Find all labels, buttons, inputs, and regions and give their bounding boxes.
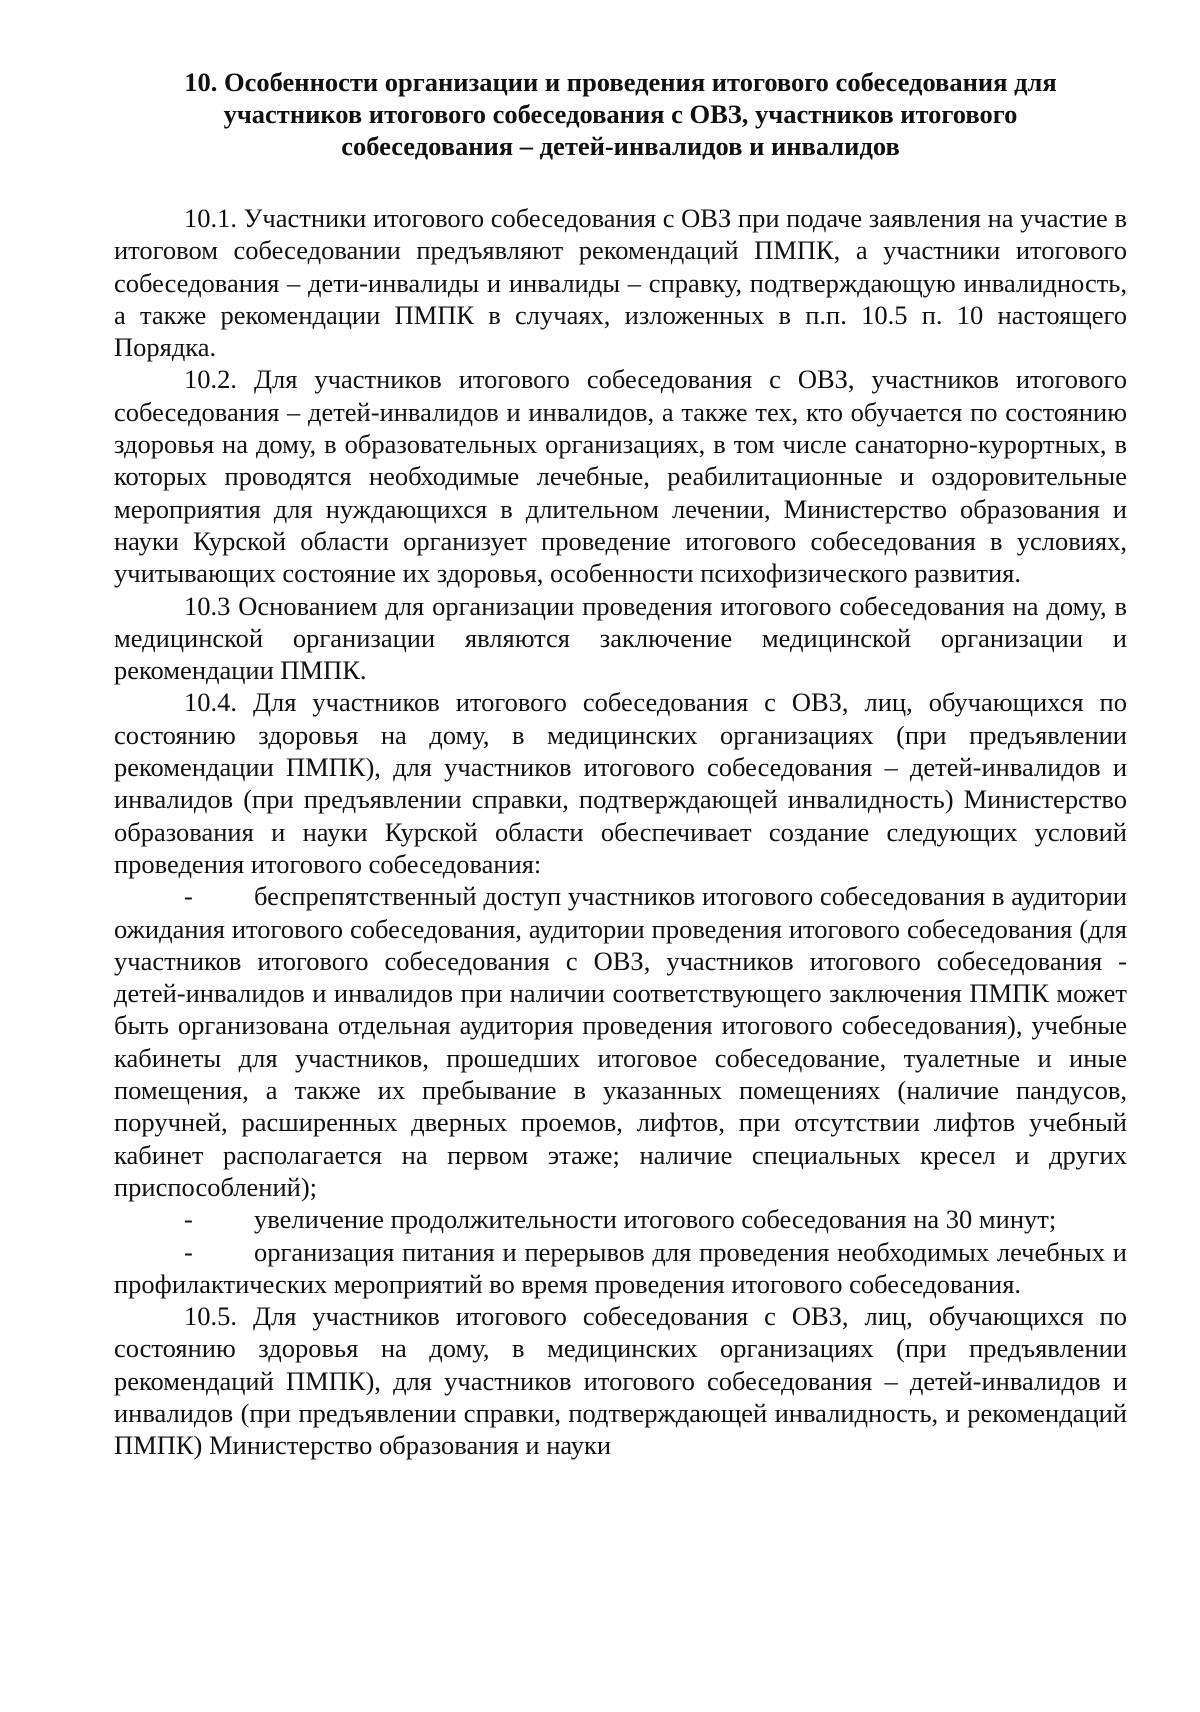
section-title-line-3: собеседования – детей-инвалидов и инвалидов — [341, 131, 900, 161]
bullet-text: беспрепятственный доступ участников итогового собеседования в аудитории ожидания итогового собеседования, аудитории проведения итогового собеседования (для участников итогового собеседования с ОВЗ, участников итогового собеседования - детей-инвалидов и инвалидов при наличии соответствующего заключения ПМПК может быть организована отдельная аудитория проведения итогового собеседования), учебные кабинеты для участников, прошедших итоговое собеседование, туалетные и иные помещения, а также их пребывание в указанных помещениях (наличие пандусов, поручней, расширенных дверных проемов, лифтов, при отсутствии лифтов учебный кабинет располагается на первом этаже; наличие специальных кресел и других приспособлений); — [114, 881, 1127, 1202]
bullet-item-accessibility — [114, 880, 1127, 1203]
bullet-marker: - — [184, 881, 193, 912]
paragraph-10-4: 10.4. Для участников итогового собеседования с ОВЗ, лиц, обучающихся по состоянию здоровья на дому, в медицинских организациях (при предъявлении рекомендации ПМПК), для участников итогового собеседования – детей-инвалидов и инвалидов (при предъявлении справки, подтверждающей инвалидность) Министерство образования и науки Курской области обеспечивает создание следующих условий проведения итогового собеседования: — [114, 687, 1127, 879]
document-body — [114, 202, 1127, 1462]
paragraph-10-1: 10.1. Участники итогового собеседования с ОВЗ при подаче заявления на участие в итоговом собеседовании предъявляют рекомендаций ПМПК, а участники итогового собеседования – дети-инвалиды и инвалиды – справку, подтверждающую инвалидность, а также рекомендации ПМПК в случаях, изложенных в п.п. 10.5 п. 10 настоящего Порядка. — [114, 203, 1127, 363]
document-page — [114, 66, 1127, 1462]
section-title-line-2: участников итогового собеседования с ОВЗ, участников итогового — [223, 99, 1018, 129]
paragraph-10-3: 10.3 Основанием для организации проведения итогового собеседования на дому, в медицинской организации являются заключение медицинской организации и рекомендации ПМПК. — [114, 590, 1127, 686]
bullet-item-extended-time — [114, 1203, 1127, 1235]
section-title — [114, 66, 1127, 162]
bullet-text: увеличение продолжительности итогового собеседования на 30 минут; — [254, 1204, 1057, 1235]
bullet-item-meals-breaks — [114, 1236, 1127, 1301]
bullet-text: организация питания и перерывов для проведения необходимых лечебных и профилактических мероприятий во время проведения итогового собеседования. — [114, 1236, 1127, 1299]
section-title-line-1: 10. Особенности организации и проведения итогового собеседования для — [184, 67, 1057, 97]
bullet-marker: - — [184, 1204, 193, 1235]
paragraph-10-2: 10.2. Для участников итогового собеседования с ОВЗ, участников итогового собеседования – детей-инвалидов и инвалидов, а также тех, кто обучается по состоянию здоровья на дому, в образовательных организациях, в том числе санаторно-курортных, в которых проводятся необходимые лечебные, реабилитационные и оздоровительные мероприятия для нуждающихся в длительном лечении, Министерство образования и науки Курской области организует проведение итогового собеседования в условиях, учитывающих состояние их здоровья, особенности психофизического развития. — [114, 364, 1127, 589]
paragraph-10-5: 10.5. Для участников итогового собеседования с ОВЗ, лиц, обучающихся по состоянию здоровья на дому, в медицинских организациях (при предъявлении рекомендаций ПМПК), для участников итогового собеседования – детей-инвалидов и инвалидов (при предъявлении справки, подтверждающей инвалидность, и рекомендаций ПМПК) Министерство образования и науки — [114, 1301, 1127, 1461]
bullet-marker: - — [184, 1236, 193, 1267]
